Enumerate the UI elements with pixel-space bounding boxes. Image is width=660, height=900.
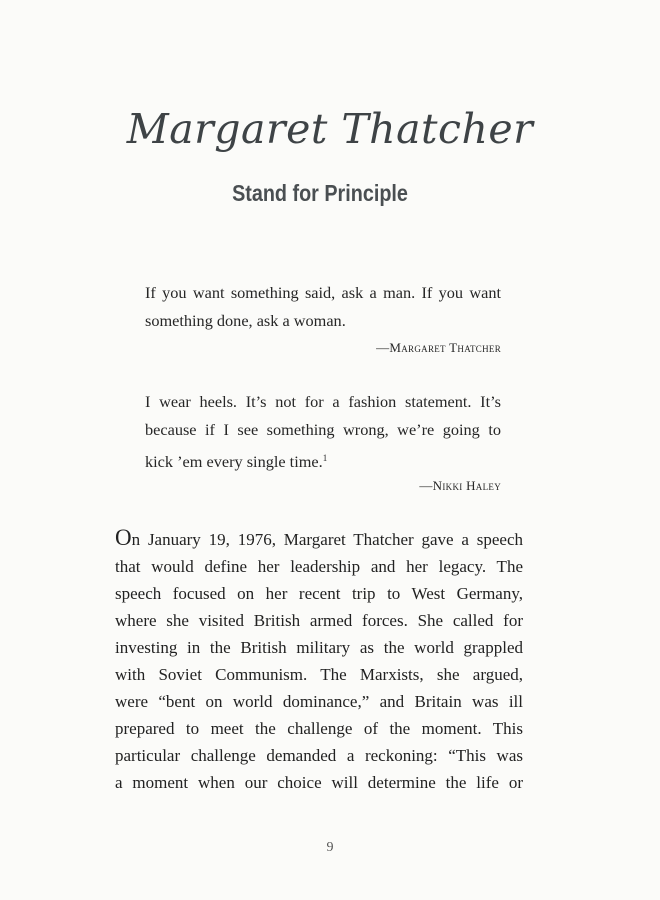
body-line xyxy=(115,526,523,553)
page-number: 9 xyxy=(326,840,334,855)
body-line: prepared to meet the challenge of the moment. This xyxy=(115,719,523,738)
body-line: speech focused on her recent trip to West Germany, xyxy=(115,584,523,603)
body-line: that would define her leadership and her legacy. The xyxy=(115,557,523,576)
epigraph-line xyxy=(145,444,501,476)
epigraph-line: something done, ask a woman. xyxy=(145,311,346,330)
body-line: with Soviet Communism. The Marxists, she argued, xyxy=(115,665,523,684)
chapter-title: Margaret Thatcher xyxy=(126,105,534,153)
epigraph-line: If you want something said, ask a man. If you want xyxy=(145,283,501,302)
epigraph-line: I wear heels. It’s not for a fashion statement. It’s xyxy=(145,392,501,411)
footnote-marker: 1 xyxy=(322,453,328,463)
body-line-text: n January 19, 1976, Margaret Thatcher gave a speech xyxy=(131,530,523,549)
body-line: particular challenge demanded a reckoning: “This was xyxy=(115,746,523,765)
epigraph-attribution-1: —Margaret Thatcher xyxy=(376,340,501,355)
epigraph-line-text: kick ’em every single time. xyxy=(145,452,323,471)
body-line: were “bent on world dominance,” and Britain was ill xyxy=(115,692,523,711)
drop-cap: O xyxy=(115,525,132,550)
body-line: investing in the British military as the world grappled xyxy=(115,638,523,657)
body-paragraph xyxy=(115,526,523,796)
body-line: where she visited British armed forces. She called for xyxy=(115,611,523,630)
epigraph-quote-1 xyxy=(145,279,501,335)
chapter-subtitle: Stand for Principle xyxy=(232,180,408,206)
epigraph-line: because if I see something wrong, we’re going to xyxy=(145,420,501,439)
body-line: a moment when our choice will determine the life or xyxy=(115,773,523,792)
epigraph-quote-2 xyxy=(145,388,501,476)
epigraph-attribution-2: —Nikki Haley xyxy=(419,478,501,493)
